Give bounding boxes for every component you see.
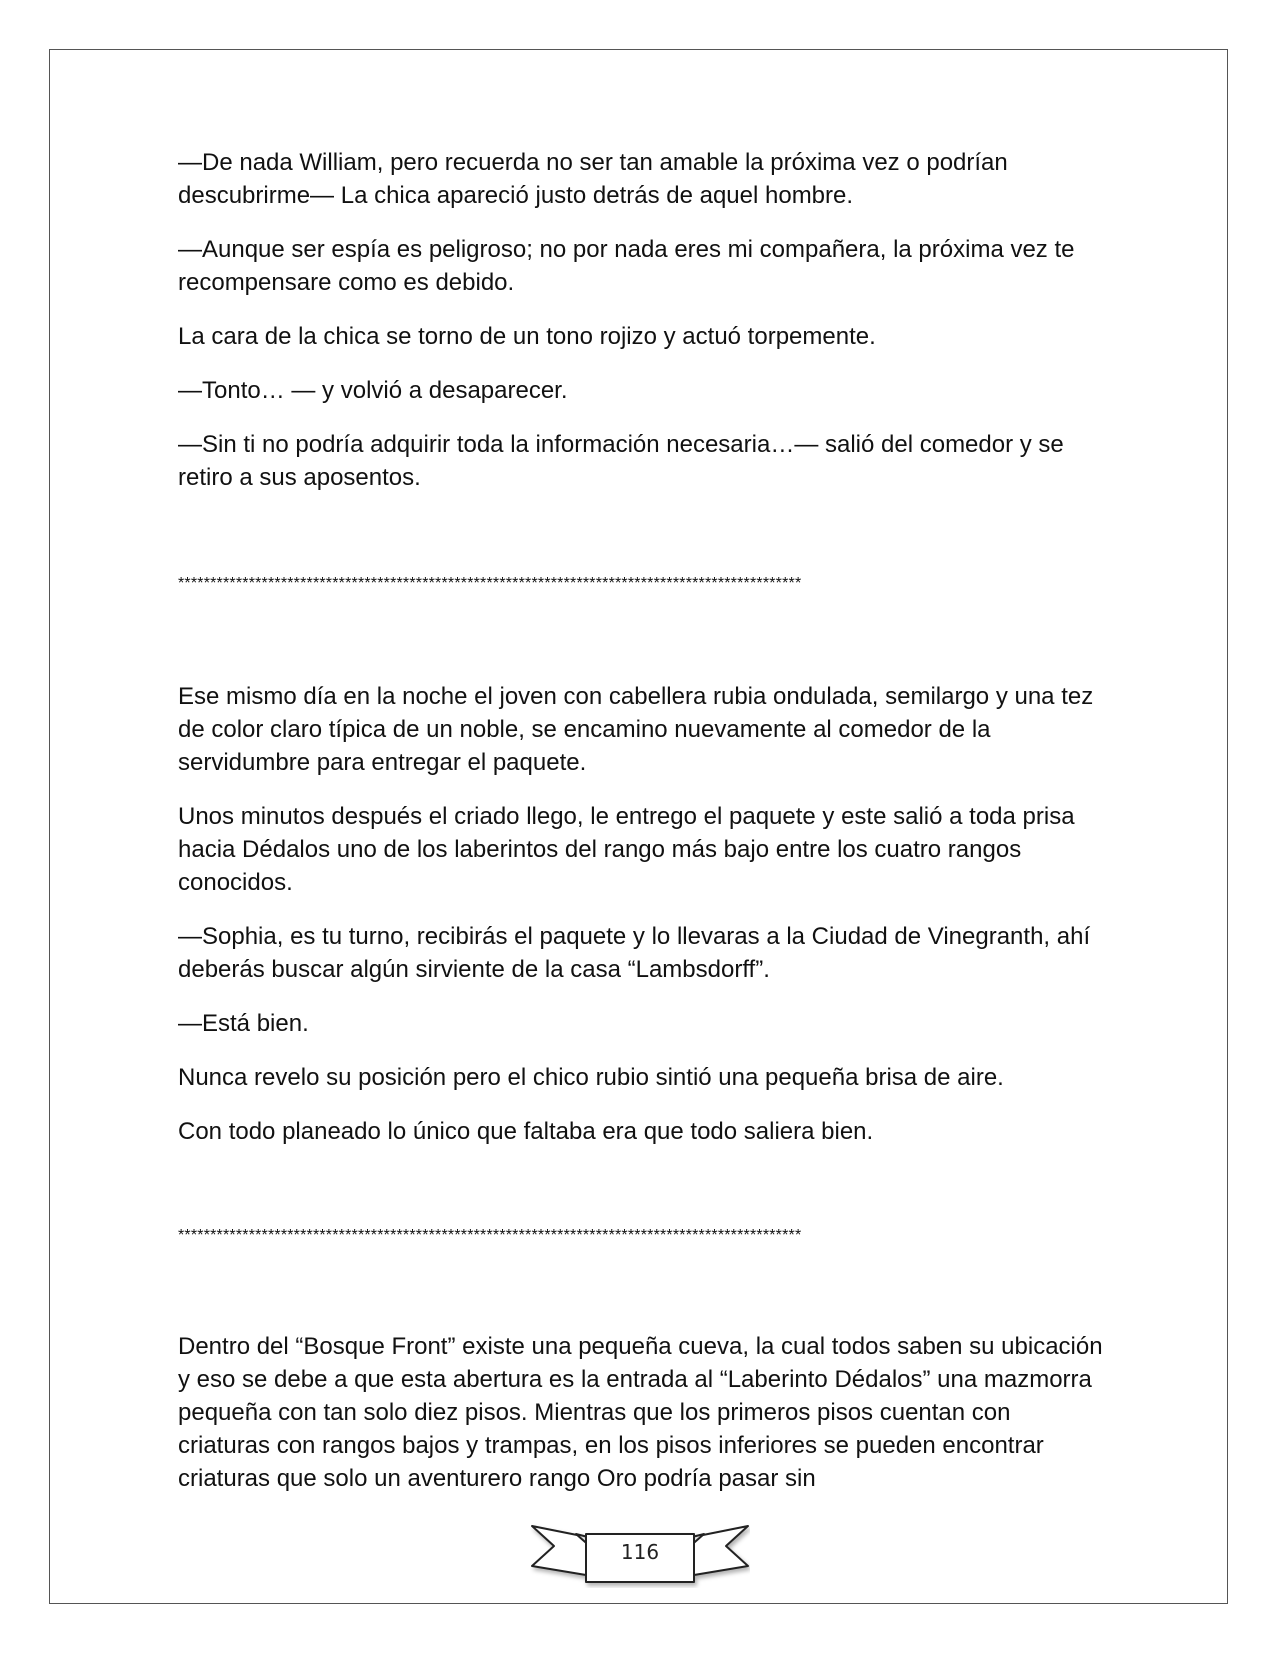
section-3: [178, 1330, 1108, 1495]
section-1: [178, 146, 1108, 515]
paragraph: Dentro del “Bosque Front” existe una pequeña cueva, la cual todos saben su ubicación y eso se debe a que esta abertura es la entrada al “Laberinto Dédalos” una mazmorra pequeña con tan solo diez pisos. Mientras que los primeros pisos cuentan con criaturas con rangos bajos y trampas, en los pisos inferiores se pueden encontrar criaturas que solo un aventurero rango Oro podría pasar sin: [178, 1333, 1103, 1492]
scene-separator: *************************************************************************************************: [178, 575, 802, 592]
paragraph: Unos minutos después el criado llego, le entrego el paquete y este salió a toda prisa hacia Dédalos uno de los laberintos del rango más bajo entre los cuatro rangos conocidos.: [178, 803, 1075, 896]
paragraph: —Está bien.: [178, 1010, 309, 1037]
paragraph: —Tonto… — y volvió a desaparecer.: [178, 377, 568, 404]
section-2: [178, 680, 1108, 1169]
paragraph: —De nada William, pero recuerda no ser tan amable la próxima vez o podrían descubrirme— La chica apareció justo detrás de aquel hombre.: [178, 149, 1008, 209]
page-number: 116: [620, 1540, 660, 1564]
page-number-ribbon: [530, 1518, 750, 1588]
paragraph: —Sin ti no podría adquirir toda la información necesaria…— salió del comedor y se retiro a sus aposentos.: [178, 431, 1064, 491]
paragraph: Con todo planeado lo único que faltaba era que todo saliera bien.: [178, 1118, 874, 1145]
paragraph: —Aunque ser espía es peligroso; no por nada eres mi compañera, la próxima vez te recompensare como es debido.: [178, 236, 1075, 296]
paragraph: Ese mismo día en la noche el joven con cabellera rubia ondulada, semilargo y una tez de color claro típica de un noble, se encamino nuevamente al comedor de la servidumbre para entregar el paquete.: [178, 683, 1094, 776]
paragraph: —Sophia, es tu turno, recibirás el paquete y lo llevaras a la Ciudad de Vinegranth, ahí deberás buscar algún sirviente de la casa “Lambsdorff”.: [178, 923, 1091, 983]
scene-separator: *************************************************************************************************: [178, 1227, 802, 1244]
paragraph: Nunca revelo su posición pero el chico rubio sintió una pequeña brisa de aire.: [178, 1064, 1004, 1091]
paragraph: La cara de la chica se torno de un tono rojizo y actuó torpemente.: [178, 323, 876, 350]
